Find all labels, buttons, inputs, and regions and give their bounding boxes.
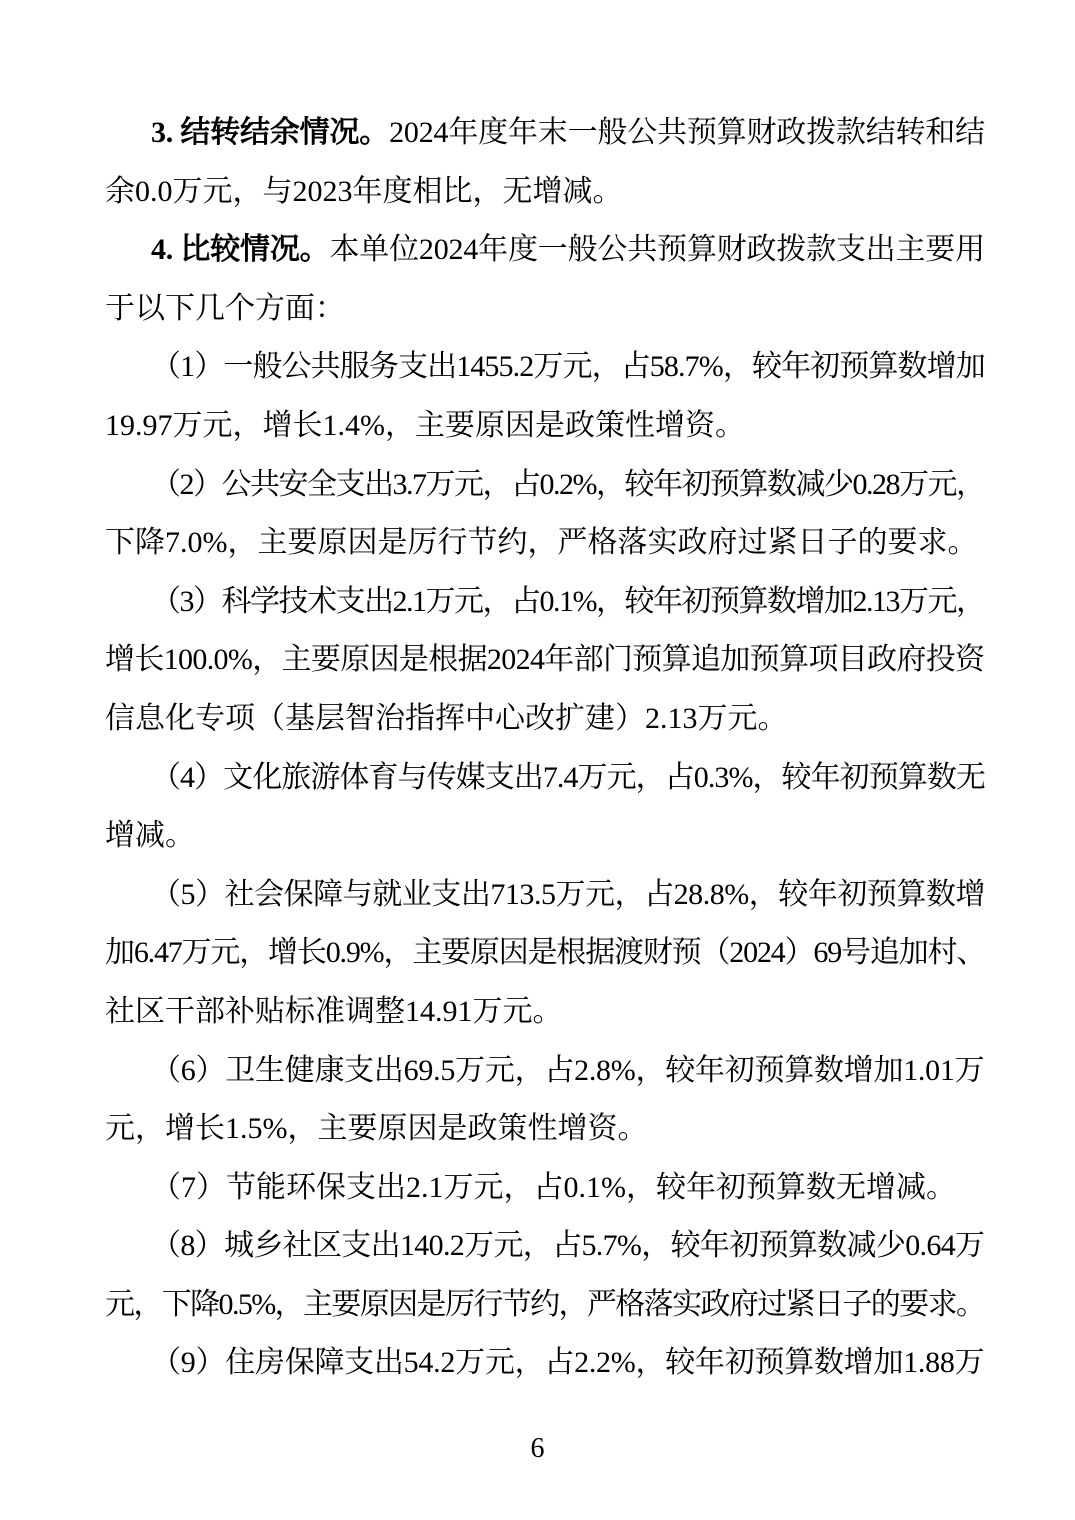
text-line bbox=[105, 924, 985, 983]
section-heading-run: 3. 结转结余情况。 bbox=[151, 116, 390, 149]
text-line bbox=[105, 221, 985, 280]
text-line bbox=[105, 1276, 985, 1335]
text-run: 加6.47万元，增长0.9%，主要原因是根据渡财预（2024）69号追加村、 bbox=[105, 936, 986, 970]
text-line bbox=[105, 807, 985, 866]
page-number: 6 bbox=[530, 1433, 545, 1464]
text-run: （6）卫生健康支出69.5万元，占2.8%，较年初预算数增加1.01万 bbox=[151, 1053, 985, 1087]
page-footer bbox=[0, 1432, 1075, 1466]
text-run: （8）城乡社区支出140.2万元，占5.7%，较年初预算数减少0.64万 bbox=[151, 1229, 985, 1263]
text-line bbox=[105, 456, 985, 515]
text-run: 社区干部补贴标准调整14.91万元。 bbox=[105, 994, 563, 1028]
text-run: （3）科学技术支出2.1万元，占0.1%，较年初预算数增加2.13万元， bbox=[151, 584, 985, 618]
text-run: （7）节能环保支出2.1万元，占0.1%，较年初预算数无增减。 bbox=[151, 1170, 956, 1204]
text-line bbox=[105, 397, 985, 456]
text-run: （9）住房保障支出54.2万元，占2.2%，较年初预算数增加1.88万 bbox=[151, 1346, 985, 1380]
text-run: （1）一般公共服务支出1455.2万元，占58.7%，较年初预算数增加 bbox=[151, 350, 985, 384]
text-run: （4）文化旅游体育与传媒支出7.4万元，占0.3%，较年初预算数无 bbox=[151, 760, 985, 794]
text-line bbox=[105, 1042, 985, 1101]
text-run: 增长100.0%，主要原因是根据2024年部门预算追加预算项目政府投资 bbox=[105, 643, 985, 677]
text-line bbox=[105, 1334, 985, 1393]
text-run: 增减。 bbox=[105, 819, 195, 853]
text-run: 于以下几个方面： bbox=[105, 291, 345, 325]
text-line bbox=[105, 631, 985, 690]
text-run: 信息化专项（基层智治指挥中心改扩建）2.13万元。 bbox=[105, 701, 788, 735]
text-line bbox=[105, 866, 985, 925]
text-run: 元，增长1.5%，主要原因是政策性增资。 bbox=[105, 1112, 648, 1146]
text-line bbox=[105, 514, 985, 573]
text-run: （5）社会保障与就业支出713.5万元，占28.8%，较年初预算数增 bbox=[151, 877, 986, 911]
text-line bbox=[105, 104, 985, 163]
text-line bbox=[105, 573, 985, 632]
text-line bbox=[105, 1217, 985, 1276]
text-line bbox=[105, 983, 985, 1042]
text-run: 19.97万元，增长1.4%，主要原因是政策性增资。 bbox=[105, 408, 745, 442]
text-run: 下降7.0%，主要原因是厉行节约，严格落实政府过紧日子的要求。 bbox=[105, 526, 978, 560]
text-line bbox=[105, 280, 985, 339]
text-run: 本单位2024年度一般公共预算财政拨款支出主要用 bbox=[329, 233, 985, 267]
text-line bbox=[105, 690, 985, 749]
text-line bbox=[105, 1159, 985, 1218]
text-line bbox=[105, 163, 985, 222]
text-line bbox=[105, 749, 985, 808]
text-line bbox=[105, 1100, 985, 1159]
text-run: 2024年度年末一般公共预算财政拨款结转和结 bbox=[389, 116, 985, 149]
section-heading-run: 4. 比较情况。 bbox=[151, 233, 330, 267]
text-run: 余0.0万元，与2023年度相比，无增减。 bbox=[105, 174, 623, 208]
text-line bbox=[105, 338, 985, 397]
text-run: 元，下降0.5%，主要原因是厉行节约，严格落实政府过紧日子的要求。 bbox=[105, 1287, 985, 1321]
text-run: （2）公共安全支出3.7万元，占0.2%，较年初预算数减少0.28万元， bbox=[151, 467, 985, 501]
document-body bbox=[105, 104, 985, 1393]
